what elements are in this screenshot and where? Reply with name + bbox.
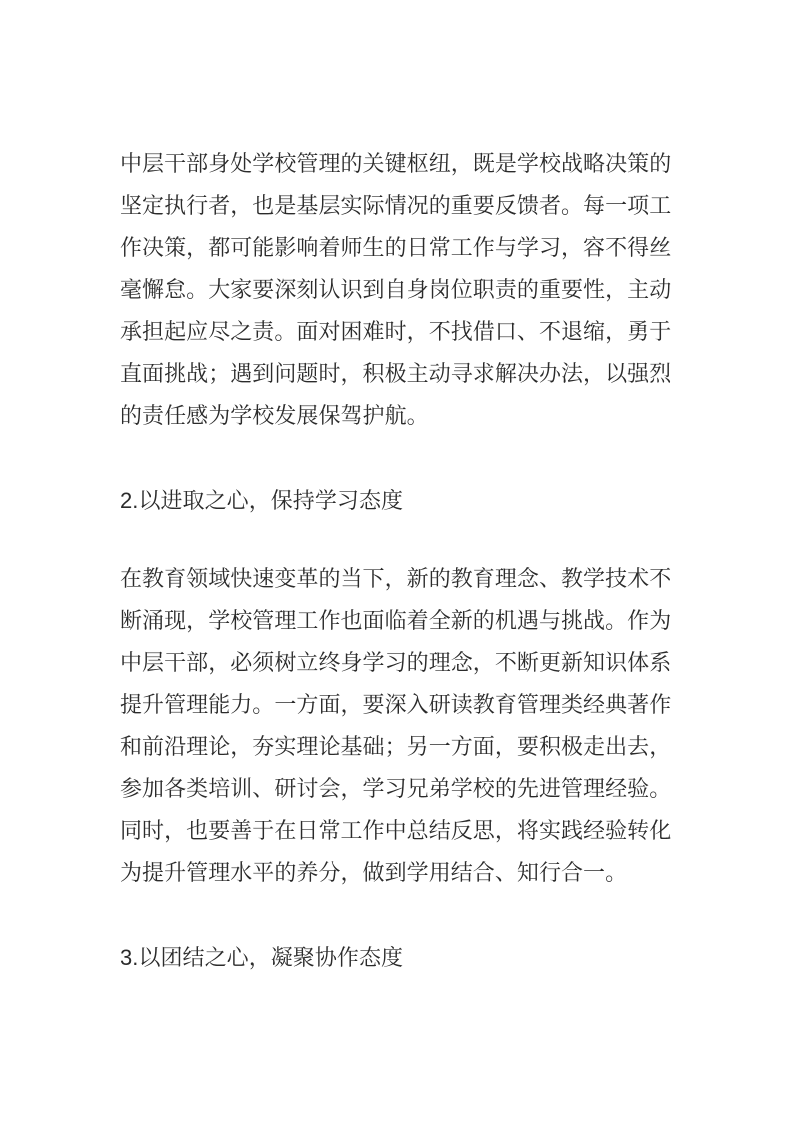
- section-heading-2: 2.以进取之心，保持学习态度: [120, 488, 404, 513]
- paragraph-learning: 在教育领域快速变革的当下，新的教育理念、教学技术不断涌现，学校管理工作也面临着全新的机遇与挑战。作为中层干部，必须树立终身学习的理念，不断更新知识体系提升管理能力。一方面，要深入研读教育管理类经典著作和前沿理论，夯实理论基础；另一方面，要积极走出去，参加各类培训、研讨会，学习兄弟学校的先进管理经验。同时，也要善于在日常工作中总结反思，将实践经验转化为提升管理水平的养分，做到学用结合、知行合一。: [120, 566, 672, 885]
- section-heading-3: 3.以团结之心，凝聚协作态度: [120, 945, 404, 970]
- paragraph-responsibility: 中层干部身处学校管理的关键枢纽，既是学校战略决策的坚定执行者，也是基层实际情况的重要反馈者。每一项工作决策，都可能影响着师生的日常工作与学习，容不得丝毫懈怠。大家要深刻认识到自身岗位职责的重要性，主动承担起应尽之责。面对困难时，不找借口、不退缩，勇于直面挑战；遇到问题时，积极主动寻求解决办法，以强烈的责任感为学校发展保驾护航。: [120, 151, 672, 428]
